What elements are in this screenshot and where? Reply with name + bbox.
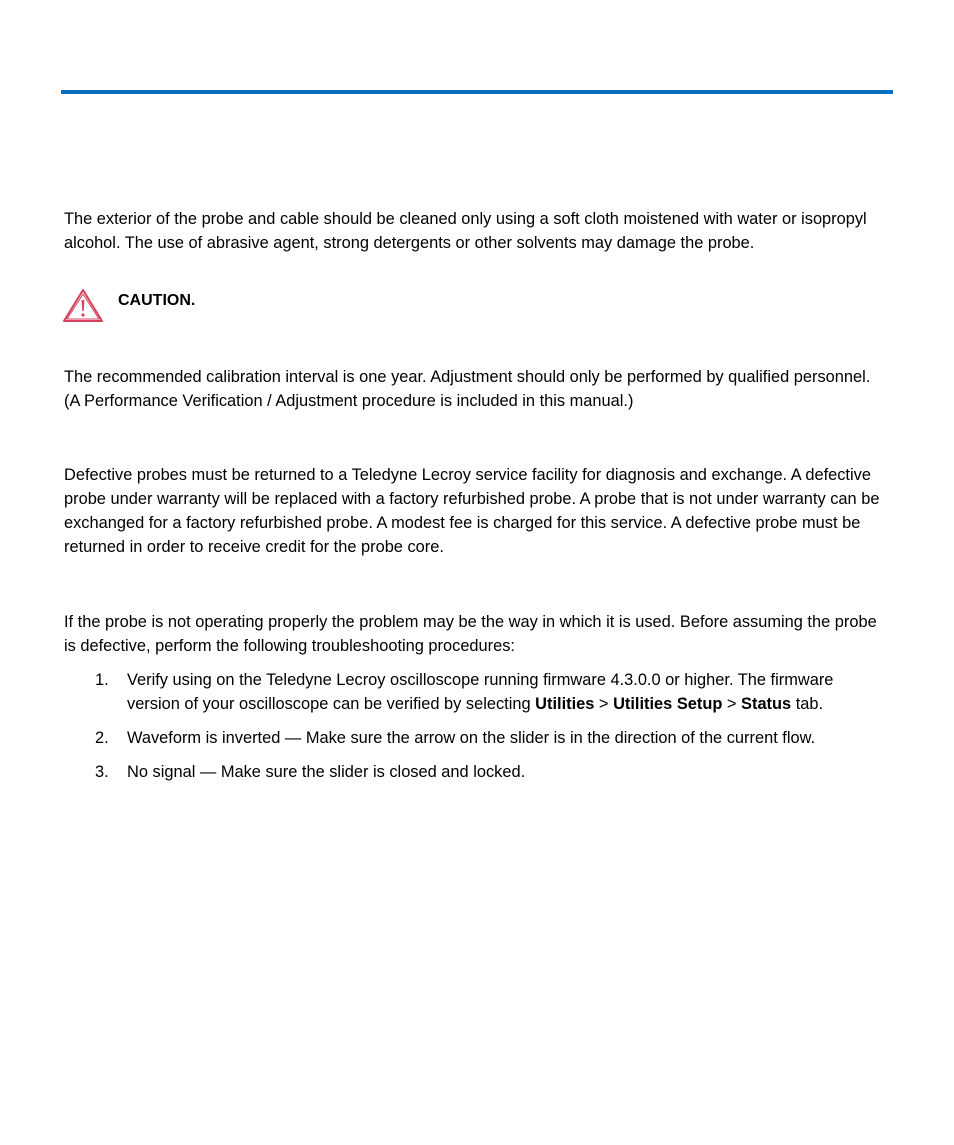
cleaning-paragraph: The exterior of the probe and cable should be cleaned only using a soft cloth moistened with water or isopropyl alcohol. The use of abrasive agent, strong detergents or other solvents may damage the probe. — [64, 210, 867, 252]
header-rule — [61, 90, 893, 94]
step-text: No signal — Make sure the slider is closed and locked. — [127, 763, 526, 781]
utilities-setup-menu-ref: Utilities Setup — [613, 695, 723, 713]
utilities-menu-ref: Utilities — [535, 695, 595, 713]
step-number: 1. — [95, 671, 109, 689]
list-item — [95, 668, 885, 716]
status-tab-ref: Status — [741, 695, 792, 713]
step-number: 2. — [95, 729, 109, 747]
warning-triangle-icon — [62, 288, 104, 323]
step-text-tail: tab. — [791, 695, 824, 713]
list-item — [95, 760, 885, 784]
step-text: Waveform is inverted — Make sure the arrow on the slider is in the direction of the current flow. — [127, 729, 816, 747]
menu-separator: > — [594, 695, 614, 713]
troubleshooting-steps — [95, 668, 885, 794]
calibration-paragraph: The recommended calibration interval is one year. Adjustment should only be performed by qualified personnel. (A Performance Verification / Adjustment procedure is included in this manual.) — [64, 368, 871, 410]
step-number: 3. — [95, 763, 109, 781]
service-paragraph: Defective probes must be returned to a Teledyne Lecroy service facility for diagnosis and exchange. A defective probe under warranty will be replaced with a factory refurbished probe. A probe that is not under warranty can be exchanged for a factory refurbished probe. A modest fee is charged for this service. A defective probe must be returned in order to receive credit for the probe core. — [64, 466, 880, 556]
troubleshooting-intro: If the probe is not operating properly the problem may be the way in which it is used. Before assuming the probe is defective, perform the following troubleshooting procedures: — [64, 613, 877, 655]
caution-notice — [62, 286, 362, 324]
caution-label: CAUTION. — [118, 292, 196, 309]
step-text: Verify using on the Teledyne Lecroy oscilloscope running firmware 4.3.0.0 or higher. The firmware version of your oscilloscope can be verified by selecting — [127, 671, 834, 713]
menu-separator: > — [722, 695, 742, 713]
list-item — [95, 726, 885, 750]
